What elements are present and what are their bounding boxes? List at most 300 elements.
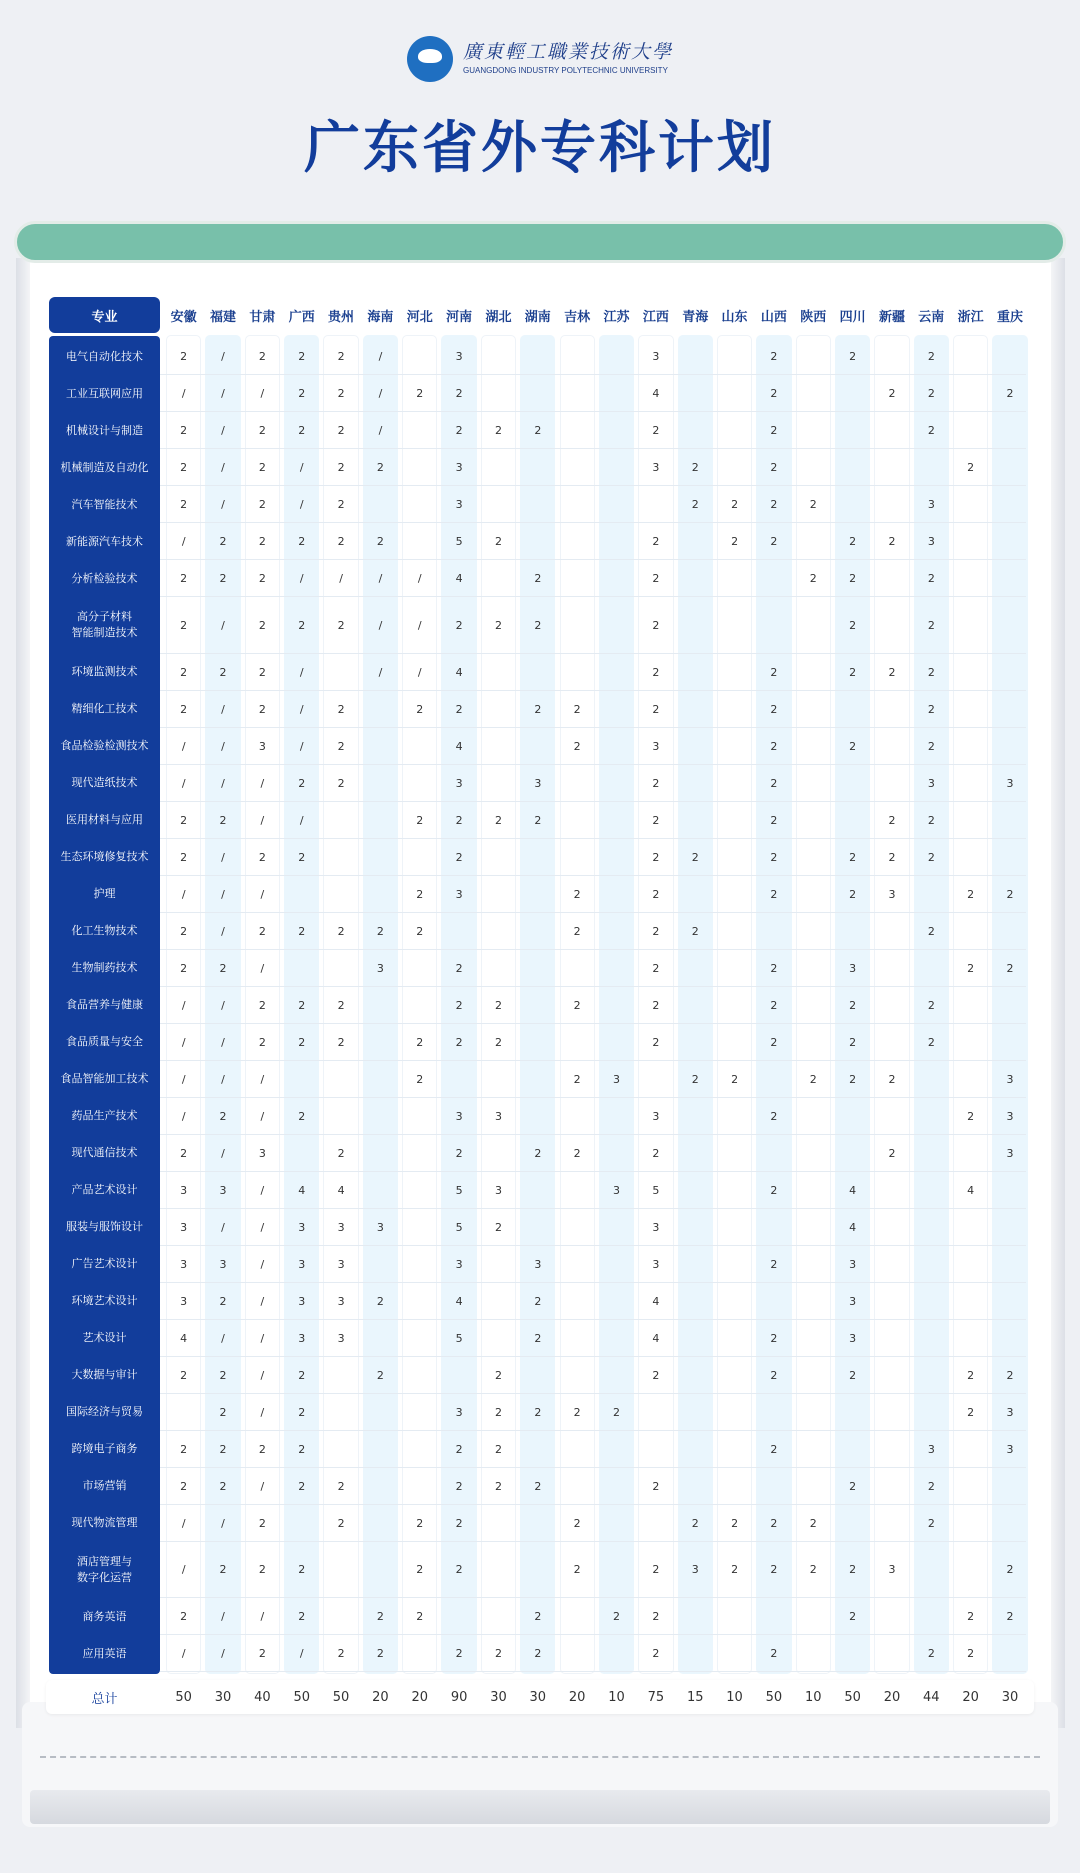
major-name: 生态环境修复技术: [60, 850, 149, 864]
table-cell: [479, 950, 518, 987]
table-cell: [479, 560, 518, 597]
table-cell: [872, 1431, 911, 1468]
table-cell: 2: [258, 1442, 266, 1456]
table-cell: 2: [298, 1479, 306, 1493]
total-cell: 20: [372, 1689, 389, 1705]
table-cell: [676, 597, 715, 654]
table-cell: 5: [455, 1183, 463, 1197]
table-cell: 3: [258, 1146, 266, 1160]
total-cell: 40: [254, 1689, 271, 1705]
total-cell: 30: [529, 1689, 547, 1705]
table-cell: /: [221, 1647, 225, 1661]
page-title: 广东省外专科计划: [304, 116, 776, 181]
table-cell: [518, 1098, 557, 1135]
table-cell: 2: [376, 1368, 384, 1382]
table-cell: 2: [770, 1368, 778, 1382]
table-cell: /: [299, 665, 304, 679]
table-cell: 4: [455, 572, 463, 585]
major-name: 现代造纸技术: [71, 776, 138, 790]
table-cell: 2: [337, 1035, 345, 1049]
province-header: 湖北: [485, 309, 512, 325]
table-cell: [518, 839, 557, 876]
table-cell: [558, 412, 597, 449]
table-cell: [282, 950, 321, 987]
table-cell: [715, 1209, 754, 1246]
table-cell: [400, 1172, 439, 1209]
table-cell: /: [181, 887, 186, 901]
table-cell: 4: [337, 1183, 345, 1197]
table-cell: [715, 987, 754, 1024]
table-cell: [518, 1357, 557, 1394]
table-cell: 2: [770, 776, 778, 790]
table-cell: 2: [652, 776, 660, 790]
table-cell: 2: [258, 665, 266, 679]
table-cell: [439, 1598, 478, 1635]
province-header: 陕西: [800, 309, 827, 325]
table-cell: [951, 765, 990, 802]
major-name: 酒店管理与 数字化运营: [77, 1554, 132, 1584]
table-cell: 4: [652, 1331, 660, 1345]
table-cell: [518, 375, 557, 412]
table-cell: [597, 1098, 636, 1135]
table-cell: [597, 1209, 636, 1246]
table-cell: [794, 1394, 833, 1431]
table-cell: 2: [219, 961, 227, 975]
table-cell: [597, 560, 636, 597]
table-cell: [361, 1320, 400, 1357]
table-cell: [558, 1172, 597, 1209]
table-cell: [597, 1135, 636, 1172]
table-cell: /: [221, 498, 225, 511]
table-cell: 4: [455, 1294, 463, 1308]
table-cell: 3: [337, 1257, 345, 1271]
table-cell: 2: [691, 924, 699, 938]
table-cell: 3: [1006, 1109, 1014, 1123]
table-cell: 2: [652, 813, 660, 827]
table-cell: 2: [416, 387, 424, 400]
table-cell: [676, 1172, 715, 1209]
table-cell: /: [221, 350, 225, 363]
table-cell: /: [221, 776, 225, 790]
tear-line: [40, 1756, 1040, 1758]
table-cell: 2: [652, 535, 660, 548]
table-cell: [518, 987, 557, 1024]
major-name: 工业互联网应用: [66, 386, 143, 400]
table-cell: 2: [258, 1563, 266, 1577]
table-cell: /: [221, 461, 225, 474]
table-cell: /: [221, 387, 225, 400]
table-cell: [400, 1283, 439, 1320]
table-cell: [597, 839, 636, 876]
table-cell: [597, 765, 636, 802]
table-cell: [833, 802, 872, 839]
table-cell: /: [181, 1035, 186, 1049]
table-cell: 3: [494, 1183, 502, 1197]
table-cell: 2: [770, 535, 778, 548]
major-name: 食品营养与健康: [66, 998, 143, 1012]
table-cell: [321, 839, 360, 876]
province-header: 河南: [446, 309, 473, 325]
table-cell: 3: [888, 1563, 896, 1577]
table-cell: 2: [258, 350, 266, 363]
table-cell: [794, 1024, 833, 1061]
table-cell: 2: [809, 1516, 817, 1530]
table-cell: [754, 1598, 793, 1635]
table-cell: [518, 449, 557, 486]
table-cell: [990, 523, 1029, 560]
table-cell: /: [260, 1479, 265, 1493]
table-cell: [872, 412, 911, 449]
table-cell: [715, 1357, 754, 1394]
table-cell: [794, 728, 833, 765]
table-cell: [558, 654, 597, 691]
table-cell: 2: [180, 1610, 188, 1624]
table-cell: [676, 802, 715, 839]
table-cell: /: [181, 776, 186, 790]
table-cell: [951, 654, 990, 691]
table-cell: [479, 1283, 518, 1320]
table-cell: [558, 1635, 597, 1672]
total-label: 总计: [91, 1691, 118, 1707]
major-name: 产品艺术设计: [71, 1183, 138, 1197]
table-cell: [715, 1098, 754, 1135]
table-cell: 3: [376, 961, 384, 975]
table-cell: 2: [258, 498, 266, 511]
table-cell: 3: [258, 739, 266, 753]
table-cell: 4: [967, 1183, 975, 1197]
table-cell: [990, 1468, 1029, 1505]
table-cell: [558, 1024, 597, 1061]
table-cell: /: [260, 1610, 265, 1624]
table-cell: /: [260, 1368, 265, 1382]
table-cell: 2: [652, 1479, 660, 1493]
table-cell: 2: [652, 665, 660, 679]
table-cell: [479, 654, 518, 691]
table-cell: 2: [219, 1294, 227, 1308]
table-cell: 2: [1006, 887, 1014, 901]
table-cell: [990, 449, 1029, 486]
total-cell: 50: [332, 1689, 350, 1705]
table-cell: /: [339, 572, 343, 585]
table-cell: 2: [455, 618, 463, 632]
table-cell: 3: [219, 1257, 227, 1271]
table-cell: [321, 654, 360, 691]
table-cell: 2: [337, 1146, 345, 1160]
total-cell: 20: [568, 1689, 586, 1705]
table-cell: 2: [691, 1072, 699, 1086]
province-header: 青海: [682, 309, 709, 325]
table-cell: [518, 523, 557, 560]
table-cell: [872, 338, 911, 375]
table-cell: /: [181, 1563, 186, 1577]
table-cell: 2: [180, 665, 188, 679]
total-cell: 30: [214, 1689, 232, 1705]
table-cell: [321, 1098, 360, 1135]
table-cell: [872, 1468, 911, 1505]
table-cell: 2: [652, 1035, 660, 1049]
table-cell: [951, 412, 990, 449]
table-cell: 2: [337, 498, 345, 511]
table-cell: [636, 1394, 675, 1431]
table-cell: /: [378, 387, 383, 400]
table-cell: [479, 728, 518, 765]
table-cell: 2: [180, 1146, 188, 1160]
table-cell: 2: [494, 1035, 502, 1049]
table-cell: [361, 1135, 400, 1172]
table-cell: 3: [849, 1294, 857, 1308]
table-cell: 2: [534, 1610, 542, 1624]
table-cell: 2: [219, 572, 227, 585]
table-cell: 2: [849, 739, 857, 753]
table-cell: /: [221, 1516, 225, 1530]
table-cell: 3: [927, 535, 935, 548]
table-cell: [676, 691, 715, 728]
table-cell: [833, 449, 872, 486]
table-cell: 2: [573, 924, 581, 938]
paper-rail-right: [1051, 258, 1065, 1728]
table-cell: 2: [455, 813, 463, 827]
table-cell: 2: [573, 1405, 581, 1419]
table-cell: 2: [652, 924, 660, 938]
table-cell: 2: [298, 850, 306, 864]
table-cell: 2: [455, 702, 463, 716]
table-cell: 2: [927, 618, 935, 632]
table-cell: [912, 1320, 951, 1357]
table-cell: 2: [652, 887, 660, 901]
table-cell: [400, 1246, 439, 1283]
table-cell: 2: [534, 424, 542, 437]
table-cell: [990, 1505, 1029, 1542]
table-cell: 3: [494, 1109, 502, 1123]
table-cell: [833, 1635, 872, 1672]
table-cell: [479, 1135, 518, 1172]
table-cell: [951, 691, 990, 728]
table-cell: 2: [927, 813, 935, 827]
table-cell: 3: [652, 1109, 660, 1123]
table-cell: 2: [180, 461, 188, 474]
table-cell: 2: [219, 535, 227, 548]
table-cell: 2: [416, 1610, 424, 1624]
table-cell: [794, 449, 833, 486]
table-cell: 2: [219, 1405, 227, 1419]
table-cell: [597, 449, 636, 486]
table-cell: [951, 1024, 990, 1061]
table-cell: [990, 1283, 1029, 1320]
table-cell: [676, 1635, 715, 1672]
table-cell: [990, 1246, 1029, 1283]
table-cell: [400, 1320, 439, 1357]
table-cell: 2: [849, 998, 857, 1012]
table-cell: 2: [219, 1442, 227, 1456]
table-cell: 2: [455, 1563, 463, 1577]
table-cell: [400, 987, 439, 1024]
table-cell: [676, 654, 715, 691]
table-cell: [518, 1061, 557, 1098]
table-cell: [400, 1357, 439, 1394]
table-cell: 2: [613, 1610, 621, 1624]
table-cell: 3: [1006, 1072, 1014, 1086]
table-cell: /: [221, 998, 225, 1012]
table-cell: [518, 338, 557, 375]
table-cell: 2: [770, 665, 778, 679]
total-cell: 20: [411, 1689, 429, 1705]
table-cell: 2: [967, 1368, 975, 1382]
table-cell: [951, 1431, 990, 1468]
table-cell: 2: [298, 1610, 306, 1624]
major-name: 新能源汽车技术: [66, 534, 143, 548]
table-cell: 2: [337, 998, 345, 1012]
table-cell: /: [221, 618, 225, 632]
table-cell: [990, 412, 1029, 449]
table-cell: [990, 597, 1029, 654]
table-cell: [636, 1431, 675, 1468]
table-cell: [361, 1061, 400, 1098]
table-cell: 2: [888, 1072, 896, 1086]
table-cell: 2: [888, 813, 896, 827]
table-cell: /: [181, 1072, 186, 1086]
table-cell: 4: [455, 739, 463, 753]
school-name-cn: 廣東輕工職業技術大學: [462, 41, 673, 63]
table-cell: [754, 560, 793, 597]
table-cell: 3: [298, 1257, 306, 1271]
table-cell: 2: [809, 1563, 817, 1577]
table-cell: 2: [967, 961, 975, 975]
table-cell: [872, 1024, 911, 1061]
table-cell: [558, 839, 597, 876]
table-cell: [754, 1135, 793, 1172]
major-name: 食品检验检测技术: [60, 739, 149, 753]
major-name: 国际经济与贸易: [66, 1405, 143, 1419]
total-cell: 30: [490, 1689, 507, 1705]
table-cell: 2: [416, 1072, 424, 1086]
table-cell: 2: [180, 702, 188, 716]
table-cell: 3: [849, 1331, 857, 1345]
table-cell: [558, 765, 597, 802]
table-cell: 3: [927, 1442, 935, 1456]
table-cell: [558, 1320, 597, 1357]
table-cell: 2: [927, 1516, 935, 1530]
table-cell: [361, 1098, 400, 1135]
table-cell: [754, 1061, 793, 1098]
table-cell: [558, 1246, 597, 1283]
table-cell: 2: [494, 424, 502, 437]
table-cell: 3: [1006, 1405, 1014, 1419]
table-cell: /: [260, 776, 265, 790]
table-cell: [754, 597, 793, 654]
table-cell: /: [260, 1220, 265, 1234]
table-cell: 2: [849, 1479, 857, 1493]
table-cell: 2: [298, 1405, 306, 1419]
table-cell: 2: [731, 1563, 739, 1577]
table-cell: 2: [888, 665, 896, 679]
province-header: 河北: [406, 309, 433, 325]
table-cell: 3: [337, 1331, 345, 1345]
table-cell: 2: [376, 1294, 384, 1308]
table-cell: [400, 1431, 439, 1468]
table-cell: [754, 913, 793, 950]
table-cell: [676, 1468, 715, 1505]
province-header: 重庆: [997, 309, 1024, 325]
table-cell: [400, 1394, 439, 1431]
table-cell: 3: [652, 739, 660, 753]
major-name: 机械设计与制造: [66, 423, 143, 437]
table-cell: 2: [416, 1563, 424, 1577]
table-cell: [872, 987, 911, 1024]
table-cell: 2: [770, 1109, 778, 1123]
table-cell: [990, 839, 1029, 876]
table-cell: [518, 728, 557, 765]
table-cell: [715, 375, 754, 412]
table-cell: [872, 1246, 911, 1283]
table-cell: /: [260, 813, 265, 827]
table-cell: 2: [455, 961, 463, 975]
table-cell: 2: [652, 1563, 660, 1577]
table-cell: [951, 1320, 990, 1357]
table-cell: 2: [376, 1610, 384, 1624]
province-header: 福建: [210, 309, 237, 325]
table-cell: [833, 375, 872, 412]
table-cell: [912, 1357, 951, 1394]
table-cell: 2: [534, 572, 542, 585]
total-cell: 10: [608, 1689, 625, 1705]
table-cell: [754, 1468, 793, 1505]
table-cell: 2: [337, 1647, 345, 1661]
table-cell: [833, 412, 872, 449]
table-cell: 5: [455, 1220, 463, 1234]
table-cell: 2: [455, 1647, 463, 1661]
table-cell: /: [299, 498, 304, 511]
table-cell: 2: [770, 424, 778, 437]
table-cell: [597, 1431, 636, 1468]
table-cell: 2: [337, 461, 345, 474]
table-cell: 2: [180, 618, 188, 632]
table-cell: [479, 1246, 518, 1283]
table-cell: /: [221, 1072, 225, 1086]
table-cell: [361, 1024, 400, 1061]
table-cell: 2: [770, 350, 778, 363]
table-cell: [479, 839, 518, 876]
table-cell: 2: [180, 572, 188, 585]
table-cell: 2: [849, 1368, 857, 1382]
table-cell: 3: [455, 350, 463, 363]
table-cell: [361, 728, 400, 765]
table-cell: [321, 802, 360, 839]
table-cell: 2: [298, 1442, 306, 1456]
total-cell: 20: [962, 1689, 979, 1705]
table-cell: 3: [888, 887, 896, 901]
major-name: 环境艺术设计: [71, 1294, 138, 1308]
table-cell: [676, 1135, 715, 1172]
table-cell: 3: [455, 1405, 463, 1419]
table-cell: [676, 950, 715, 987]
province-header: 新疆: [878, 309, 905, 325]
table-cell: [479, 765, 518, 802]
table-cell: [518, 1172, 557, 1209]
table-cell: /: [221, 1146, 225, 1160]
table-cell: [715, 1024, 754, 1061]
major-name: 食品智能加工技术: [60, 1072, 149, 1086]
table-cell: 3: [455, 498, 463, 511]
table-cell: /: [299, 813, 304, 827]
table-cell: 2: [494, 1442, 502, 1456]
table-cell: 3: [652, 1220, 660, 1234]
table-cell: [400, 1209, 439, 1246]
table-cell: /: [221, 739, 225, 753]
table-cell: 3: [1006, 1442, 1014, 1456]
table-cell: 3: [455, 1257, 463, 1271]
table-cell: /: [378, 618, 383, 632]
table-cell: [794, 1468, 833, 1505]
